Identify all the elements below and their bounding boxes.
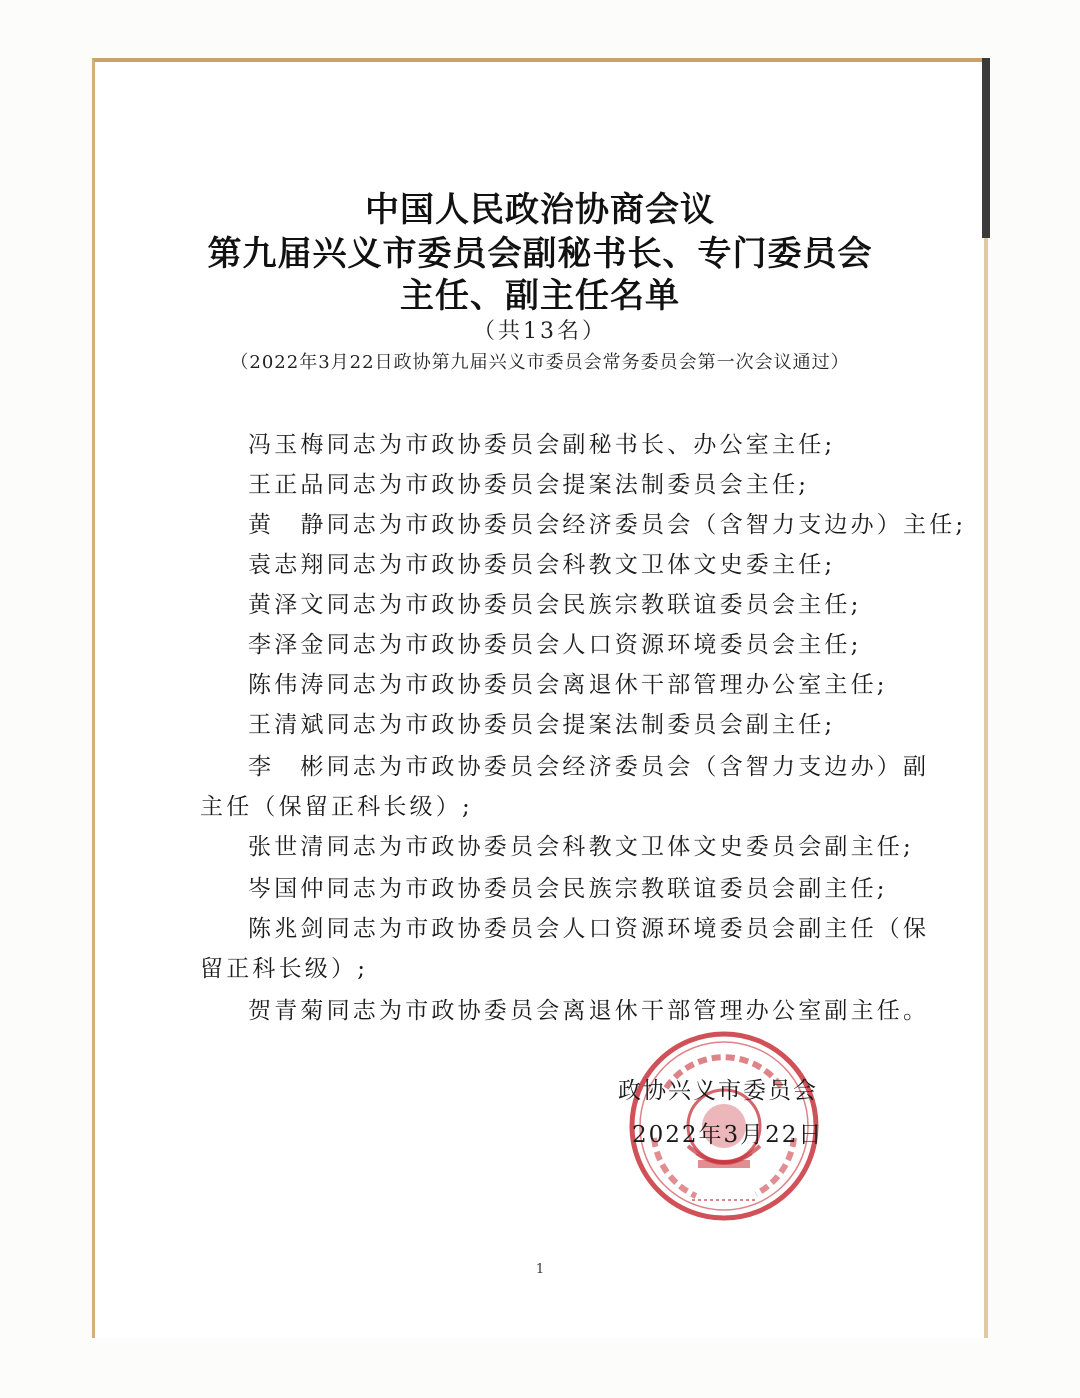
issue-date: 2022年3月22日 <box>632 1122 824 1148</box>
list-item: 袁志翔同志为市政协委员会科教文卫体文史委主任; <box>248 552 836 578</box>
title-line-1: 中国人民政治协商会议 <box>365 190 715 230</box>
list-item-continuation: 主任（保留正科长级）; <box>200 794 473 820</box>
list-item: 李 彬同志为市政协委员会经济委员会（含智力支边办）副 <box>248 754 930 780</box>
page-number: 1 <box>535 1262 545 1277</box>
list-item: 王清斌同志为市政协委员会提案法制委员会副主任; <box>248 712 836 738</box>
list-item: 黄泽文同志为市政协委员会民族宗教联谊委员会主任; <box>248 592 862 618</box>
member-count: （共13名） <box>473 319 607 344</box>
list-item: 贺青菊同志为市政协委员会离退休干部管理办公室副主任。 <box>248 998 930 1024</box>
list-item: 李泽金同志为市政协委员会人口资源环境委员会主任; <box>248 632 862 658</box>
list-item-continuation: 留正科长级）; <box>200 956 369 982</box>
list-item: 黄 静同志为市政协委员会经济委员会（含智力支边办）主任; <box>248 512 967 538</box>
title-line-2: 第九届兴义市委员会副秘书长、专门委员会 <box>207 234 873 274</box>
title-line-3: 主任、副主任名单 <box>400 276 680 316</box>
issuing-authority: 政协兴义市委员会 <box>618 1078 818 1104</box>
list-item: 冯玉梅同志为市政协委员会副秘书长、办公室主任; <box>248 432 836 458</box>
list-item: 陈伟涛同志为市政协委员会离退休干部管理办公室主任; <box>248 672 888 698</box>
list-item: 张世清同志为市政协委员会科教文卫体文史委员会副主任; <box>248 834 914 860</box>
list-item: 陈兆剑同志为市政协委员会人口资源环境委员会副主任（保 <box>248 916 930 942</box>
list-item: 岑国仲同志为市政协委员会民族宗教联谊委员会副主任; <box>248 876 888 902</box>
list-item: 王正品同志为市政协委员会提案法制委员会主任; <box>248 472 810 498</box>
adoption-note: （2022年3月22日政协第九届兴义市委员会常务委员会第一次会议通过） <box>230 352 850 373</box>
